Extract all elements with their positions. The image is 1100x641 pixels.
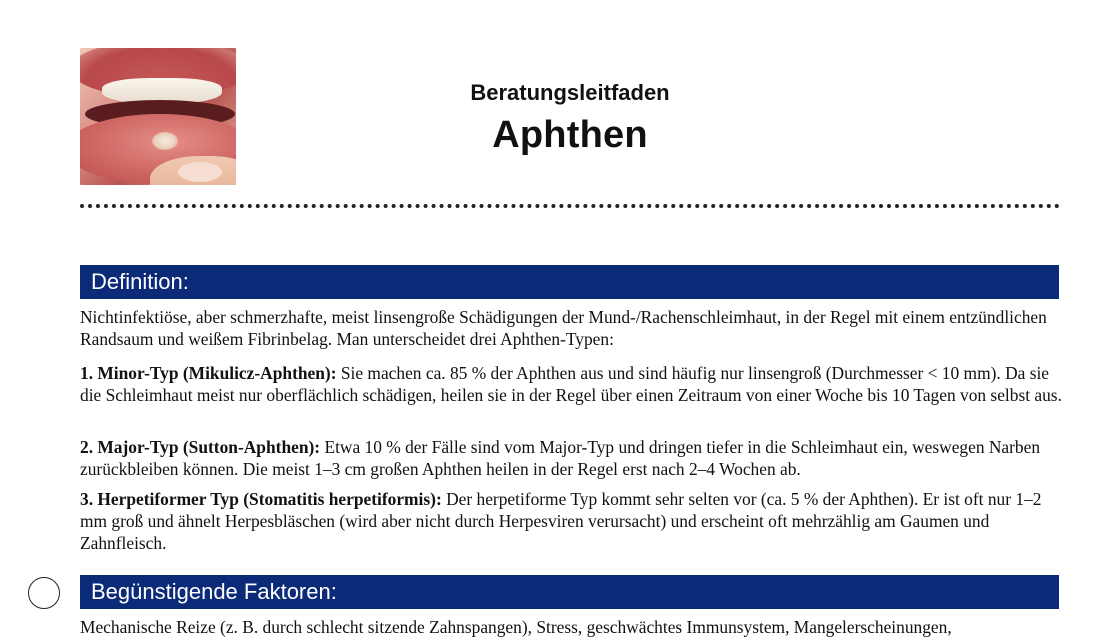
type-minor-text: Sie machen ca. 85 % der Aphthen aus und sind häufig nur linsengroß (Durchmesser < 10 mm). Da sie die Schleimhaut meist nur oberflächlich schädigen, heilen sie in der Regel über einen Zeitraum von einer Woche bis 10 Tagen von selbst aus. bbox=[80, 363, 1062, 405]
definition-intro: Nichtinfektiöse, aber schmerzhafte, meist linsengroße Schädigungen der Mund-/Rachenschleimhaut, in der Regel mit einem entzündlichen Randsaum und weißem Fibrinbelag. Man unterscheidet drei Aphthen-Typen: bbox=[80, 307, 1047, 349]
type-major-paragraph bbox=[80, 436, 1065, 480]
section-heading-definition: Definition: bbox=[80, 265, 1059, 299]
favoring-factors-text: Mechanische Reize (z. B. durch schlecht sitzende Zahnspangen), Stress, geschwächtes Immunsystem, Mangelerscheinungen, bbox=[80, 617, 952, 637]
type-minor-term: 1. Minor-Typ (Mikulicz-Aphthen): bbox=[80, 363, 337, 383]
type-herpetiform-paragraph bbox=[80, 488, 1065, 554]
document-supertitle: Beratungsleitfaden bbox=[470, 80, 670, 105]
header-photo-mouth-aphtha bbox=[80, 48, 236, 185]
section-heading-favoring-factors: Begünstigende Faktoren: bbox=[80, 575, 1059, 609]
type-herpetiform-term: 3. Herpetiformer Typ (Stomatitis herpetiformis): bbox=[80, 489, 442, 509]
document-title: Aphthen bbox=[492, 114, 648, 156]
dotted-divider bbox=[80, 204, 1060, 208]
type-major-term: 2. Major-Typ (Sutton-Aphthen): bbox=[80, 437, 321, 457]
checkbox-circle[interactable] bbox=[28, 577, 60, 609]
photo-fingernail bbox=[178, 162, 222, 182]
type-herpetiform-text: Der herpetiforme Typ kommt sehr selten vor (ca. 5 % der Aphthen). Er ist oft nur 1–2 mm groß und ähnelt Herpesbläschen (wird aber nicht durch Herpesviren verursacht) und erscheint oft mehrzählig am Gaumen und Zahnfleisch. bbox=[80, 489, 1042, 553]
type-minor-paragraph bbox=[80, 362, 1065, 406]
type-major-text: Etwa 10 % der Fälle sind vom Major-Typ und dringen tiefer in die Schleimhaut ein, weswegen Narben zurückbleiben können. Die meist 1–3 cm großen Aphthen heilen in der Regel erst nach 2–4 Wochen ab. bbox=[80, 437, 1041, 479]
photo-aphtha-ulcer bbox=[152, 132, 178, 150]
